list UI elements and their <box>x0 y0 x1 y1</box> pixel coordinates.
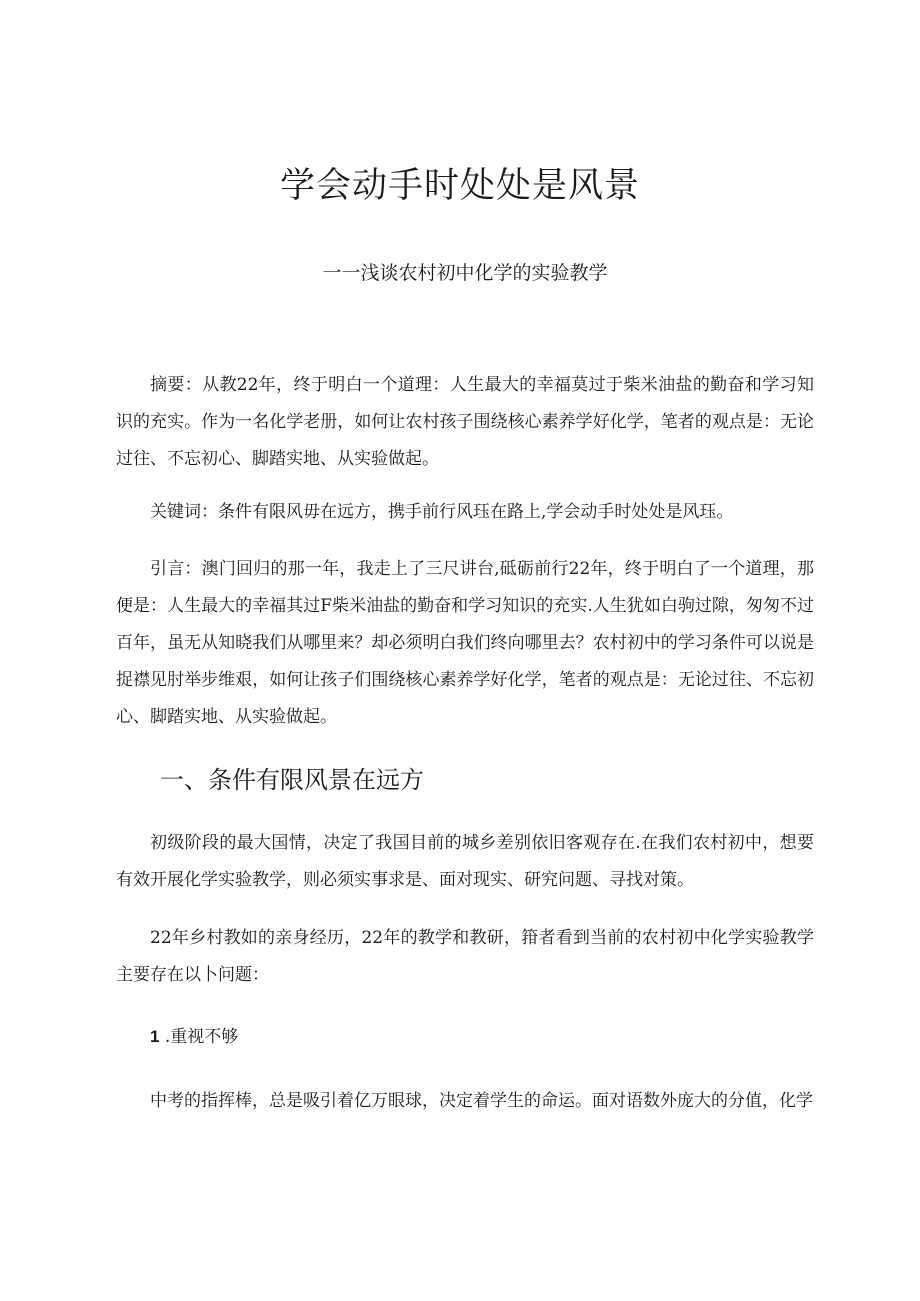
body-paragraph: 中考的指挥棒，总是吸引着亿万眼球，决定着学生的命运。面对语数外庞大的分值，化学 <box>150 1091 813 1111</box>
item-number: 1 <box>150 1027 160 1046</box>
keywords-paragraph: 关键词：条件有限风毋在远方，携手前行风珏在路上,学会动手时处处是风珏。 <box>150 502 734 522</box>
document-subtitle: 一一浅谈农村初中化学的实验教学 <box>322 262 608 284</box>
body-paragraph: 初级阶段的最大国情，决定了我国目前的城乡差别依旧客观存在.在我们农村初中，想要有效开展化学实验教学，则必须实事求是、面对现实、研究问题、寻找对策。 <box>116 833 814 890</box>
numbered-item <box>150 1022 238 1052</box>
body-paragraph: 22年乡村教如的亲身经历，22年的教学和教研，箝者看到当前的农村初中化学实验教学主要存在以卜问题： <box>116 928 814 985</box>
abstract-paragraph: 摘要：从教22年，终于明白一个道理：人生最大的幸福莫过于柴米油盐的勤奋和学习知识的充实。作为一名化学老册，如何让农村孩子围绕核心素养学好化学，笔者的观点是：无论过往、不忘初心、脚踏实地、从实验做起。 <box>116 375 814 469</box>
section-heading: 一、条件有限风景在远方 <box>160 766 424 794</box>
item-label: .重视不够 <box>159 1027 239 1047</box>
document-title: 学会动手时处处是风景 <box>279 166 640 206</box>
introduction-paragraph: 引言：澳门回归的那一年，我走上了三尺讲台,砥砺前行22年，终于明白了一个道理，那便是：人生最大的幸福其过F柴米油盐的勤奋和学习知识的充实.人生犹如白驹过隙，匆匆不过百年，虽无从知晓我们从哪里来？却必须明白我们终向哪里去？农村初中的学习条件可以说是捉襟见肘举步维艰，如何让孩子们围绕核心素养学好化学，笔者的观点是：无论过往、不忘初心、脚踏实地、从实验做起。 <box>116 559 814 727</box>
